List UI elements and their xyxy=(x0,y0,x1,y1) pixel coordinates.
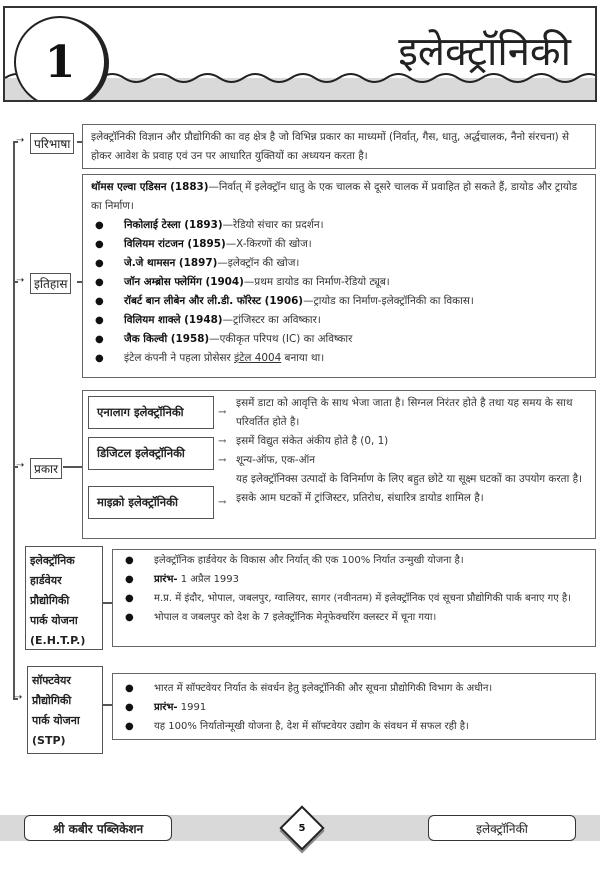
stp-item xyxy=(121,698,587,717)
ehtp-item: ● इलेक्ट्रॉनिक हार्डवेयर के विकास और निर्यात् की एक 100% निर्यात उन्मुखी योजना है। xyxy=(121,551,587,570)
ehtp-label-line: हार्डवेयर xyxy=(30,574,62,587)
history-item-text: —एकीकृत परिपथ (IC) का अविष्कार xyxy=(209,333,353,345)
history-item-name: रॉबर्ट बान लीबेन और ली.डी. फॉरेस्ट (1906) xyxy=(124,295,304,307)
footer-publisher: श्री कबीर पब्लिकेशन xyxy=(24,815,172,841)
history-intro xyxy=(91,178,587,216)
stp-label-line: पार्क योजना xyxy=(32,714,80,727)
history-item-name: विलियम शाक्ले (1948) xyxy=(124,314,223,326)
ehtp-item xyxy=(121,570,587,589)
micro-label-box: माइक्रो इलेक्ट्रॉनिकी xyxy=(88,486,214,519)
history-list xyxy=(91,216,587,368)
stp-box xyxy=(112,673,596,740)
ehtp-item: ● म.प्र. में इंदौर, भोपाल, जबलपुर, ग्वालियर, सागर (नवीनतम) में इलेक्ट्रॉनिक एवं सूचना प्रौद्योगिकी पार्क बनाए गए है। xyxy=(121,589,587,608)
ehtp-label-box xyxy=(25,546,103,650)
history-item-underlined: इंटेल 4004 xyxy=(234,352,282,364)
definition-text: इलेक्ट्रॉनिकी विज्ञान और प्रौद्योगिकी का वह क्षेत्र है जो विभिन्न प्रकार का माध्यमों (निर्वात्, गैस, धातु, अर्द्धचालक, नैनो संरचना) से होकर आवेश के प्रवाह एवं उन पर आधारित युक्तियों का अध्ययन करता है। xyxy=(91,131,570,162)
analog-description: इसमें डाटा को आवृत्ति के साथ भेजा जाता है। सिग्नल निरंतर होते है तथा यह समय के साथ परिवर्तित होते है। xyxy=(236,397,573,428)
ehtp-box xyxy=(112,549,596,647)
history-box xyxy=(82,174,596,378)
history-intro-text: —निर्वात् में इलेक्ट्रॉन धातु के एक चालक से दूसरे चालक में प्रवाहित हो सकते हैं, डायोड और ट्रायोड का निर्माण। xyxy=(91,181,578,212)
label-types: प्रकार xyxy=(30,458,62,479)
ehtp-label-line: (E.H.T.P.) xyxy=(30,634,86,647)
arrow-right-icon: ➝ xyxy=(14,692,23,703)
history-item-text: —प्रथम डायोड का निर्माण-रेडियो ट्यूब। xyxy=(243,276,390,288)
digital-description-2: शून्य-ऑफ, एक-ऑन xyxy=(236,454,316,466)
history-item-name: जॉन अम्ब्रोस फ्लेमिंग (1904) xyxy=(124,276,244,288)
history-item xyxy=(91,330,587,349)
history-intro-name: थॉमस एल्वा एडिसन (1883) xyxy=(91,181,209,193)
page-number: 5 xyxy=(298,822,306,834)
history-item-name: जैक किल्वी (1958) xyxy=(124,333,210,345)
history-item xyxy=(91,292,587,311)
stp-item-bold: प्रारंभ- xyxy=(154,702,178,713)
history-item-text: इंटेल कंपनी ने पहला प्रोसेसर xyxy=(124,352,235,364)
arrow-right-icon: → xyxy=(218,407,227,418)
history-item xyxy=(91,254,587,273)
history-item-text: बनाया था। xyxy=(281,352,325,364)
arrow-right-icon: → xyxy=(218,436,227,447)
stp-item: ● भारत में सॉफ्टवेयर निर्यात के संवर्धन हेतु इलेक्ट्रॉनिकी और सूचना प्रौद्योगिकी विभाग के अधीन। xyxy=(121,679,587,698)
arrow-right-icon: → xyxy=(218,497,227,508)
chapter-title: इलेक्ट्रॉनिकी xyxy=(398,29,571,75)
micro-description: यह इलेक्ट्रॉनिक्स उत्पादों के विनिर्माण के लिए बहुत छोटे या सूक्ष्म घटकों का उपयोग करता है। इसके आम घटकों में ट्रांजिस्टर, प्रतिरोध, संधारित्र डायोड शामिल है। xyxy=(236,473,583,504)
stp-item: ● यह 100% निर्यातोन्मूखी योजना है, देश में सॉफ्टवेयर उद्योग के संवधन में सफल रही है। xyxy=(121,717,587,736)
arrow-right-icon: → xyxy=(218,455,227,466)
chapter-number-badge xyxy=(14,16,106,102)
label-definition: परिभाषा xyxy=(30,133,74,154)
connector-line xyxy=(63,466,83,468)
ehtp-item-bold: प्रारंभ- xyxy=(154,574,178,585)
definition-box xyxy=(82,124,596,169)
stp-item-text: 1991 xyxy=(177,702,207,713)
analog-label-box: एनालाग इलेक्ट्रॉनिकी xyxy=(88,396,214,429)
arrow-right-icon: ➝ xyxy=(16,135,25,146)
ehtp-label-line: इलेक्ट्रॉनिक xyxy=(30,554,75,567)
chapter-header xyxy=(3,6,597,102)
arrow-right-icon: ➝ xyxy=(16,460,25,471)
history-item-text: —ट्रांजिस्टर का अविष्कार। xyxy=(222,314,321,326)
ehtp-label-line: प्रौद्योगिकी xyxy=(30,594,70,607)
tree-trunk-line xyxy=(13,141,15,698)
history-item xyxy=(91,273,587,292)
chapter-number: 1 xyxy=(44,36,76,88)
stp-label-line: प्रौद्योगिकी xyxy=(32,694,72,707)
ehtp-list xyxy=(121,551,587,627)
stp-list xyxy=(121,679,587,736)
history-item xyxy=(91,216,587,235)
digital-label-box: डिजिटल इलेक्ट्रॉनिकी xyxy=(88,437,214,470)
arrow-right-icon: ➝ xyxy=(16,275,25,286)
digital-description-1: इसमें विद्युत संकेत अंकीय होते है (0, 1) xyxy=(236,435,389,447)
history-item-text: —ट्रायोड का निर्माण-इलेक्ट्रॉनिकी का विकास। xyxy=(303,295,474,307)
stp-label-line: सॉफ्टवेयर xyxy=(32,674,71,687)
stp-label-box xyxy=(27,666,103,754)
stp-label-line: (STP) xyxy=(32,734,66,747)
history-item-name: जे.जे थामसन (1897) xyxy=(124,257,218,269)
history-item-text: —X-किरणों की खोज। xyxy=(225,238,312,250)
history-item-text: —इलेक्ट्रॉन की खोज। xyxy=(217,257,300,269)
label-history: इतिहास xyxy=(30,273,71,294)
history-item xyxy=(91,235,587,254)
history-item xyxy=(91,349,587,368)
footer-chapter-name: इलेक्ट्रॉनिकी xyxy=(428,815,576,841)
history-item xyxy=(91,311,587,330)
ehtp-label-line: पार्क योजना xyxy=(30,614,78,627)
history-item-text: —रेडियो संचार का प्रदर्शन। xyxy=(222,219,324,231)
ehtp-item-text: 1 अप्रैल 1993 xyxy=(177,574,240,585)
history-item-name: विलियम रांटजन (1895) xyxy=(124,238,226,250)
history-item-name: निकोलाई टेस्ला (1893) xyxy=(124,219,223,231)
ehtp-item: ● भोपाल व जबलपुर को देश के 7 इलेक्ट्रॉनिक मेनूफेक्चरिंग क्लस्टर में चूना गया। xyxy=(121,608,587,627)
